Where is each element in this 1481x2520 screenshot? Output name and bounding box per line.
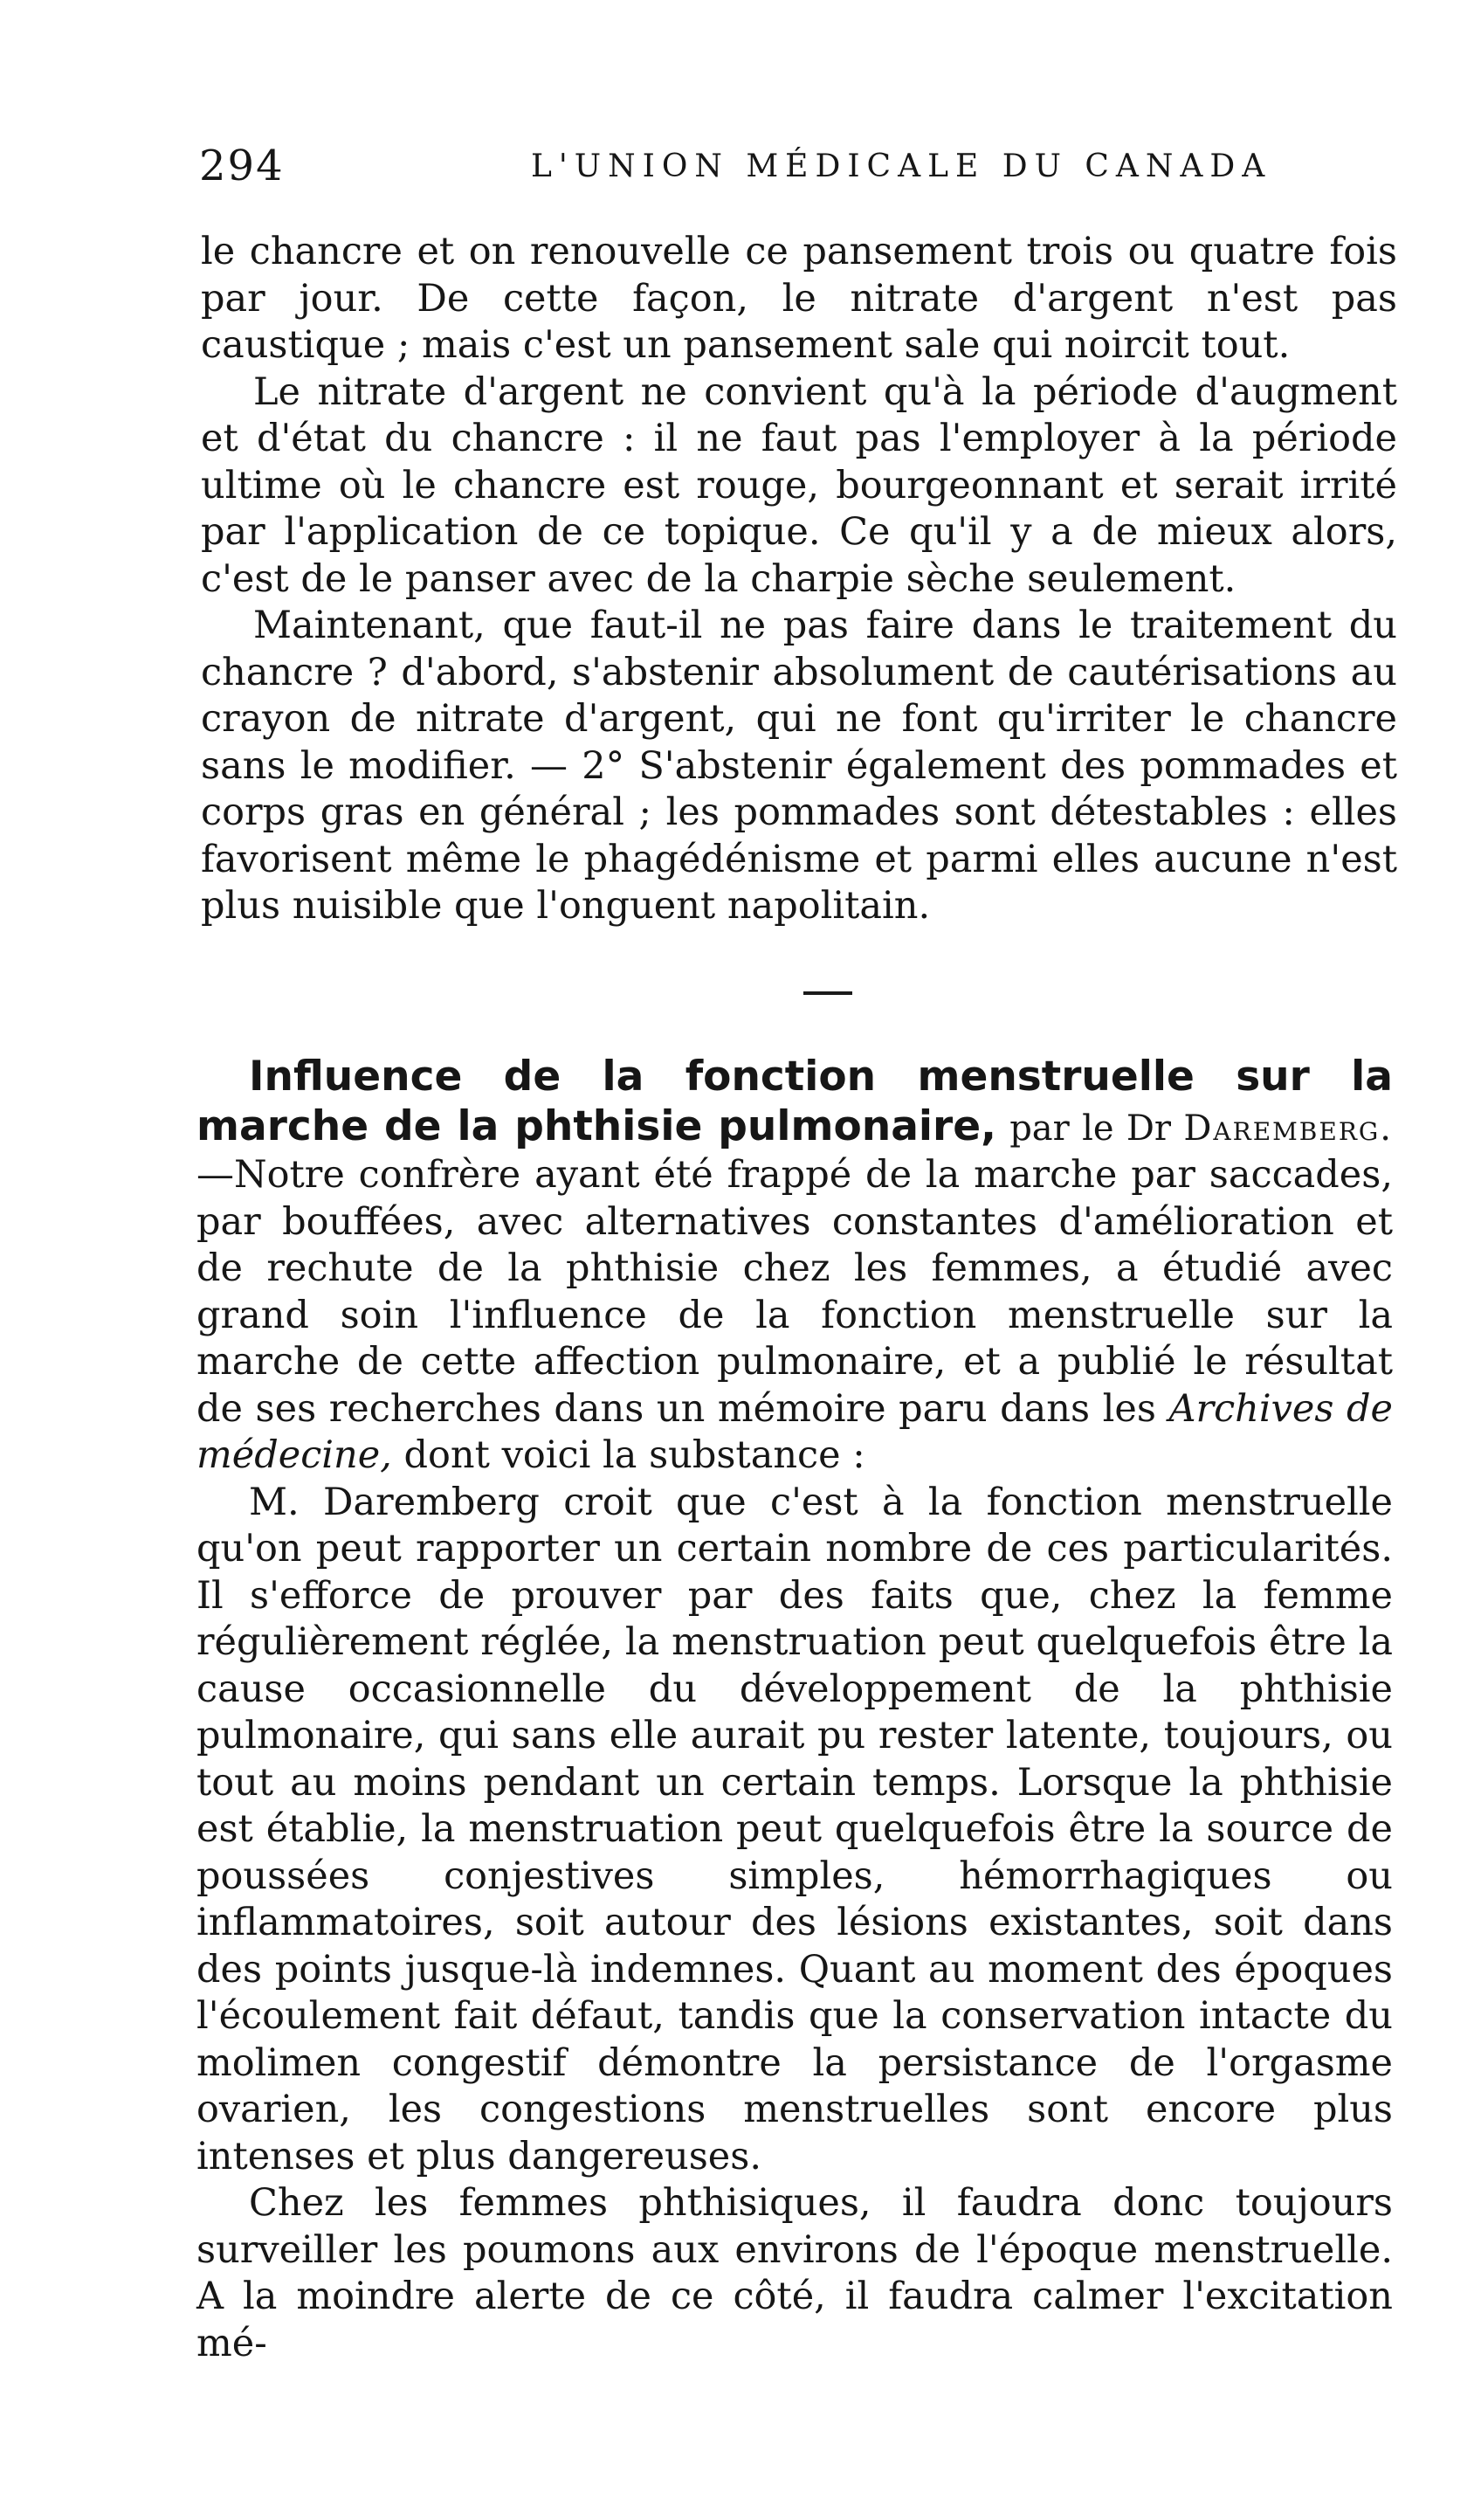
article-intro xyxy=(196,1053,1393,1480)
article-title: Influence de la fonction menstruelle sur la marche de la phthisie pulmonaire, xyxy=(196,1053,1393,1150)
byline xyxy=(1009,1108,1393,1149)
running-title: L'UNION MÉDICALE DU CANADA xyxy=(531,148,1272,184)
menstrual-phthisis-article xyxy=(196,1053,1393,2367)
section-divider xyxy=(803,991,852,995)
page-number: 294 xyxy=(199,142,285,190)
paragraph: Maintenant, que faut-il ne pas faire dans le traitement du chancre ? d'abord, s'abstenir absolument de cautérisations au crayon de nitrate d'argent, qui ne font qu'irriter le chancre sans le modifier. — 2° S'abstenir également des pommades et corps gras en général ; les pommades sont détestables : elles favorisent même le phagédénisme et parmi elles aucune n'est plus nuisible que l'onguent napolitain. xyxy=(201,604,1397,928)
author-name: Daremberg. xyxy=(1183,1108,1393,1149)
intro-text: —Notre confrère ayant été frappé de la marche par saccades, par bouffées, avec alternatives constantes d'amélioration et de rechute de la phthisie chez les femmes, a étudié avec grand soin l'influence de la fonction menstruelle sur la marche de cette affection pulmonaire, et a publié le résultat de ses recherches dans un mémoire paru dans les xyxy=(196,1153,1393,1431)
paragraph: le chancre et on renouvelle ce pansement trois ou quatre fois par jour. De cette façon, le nitrate d'argent n'est pas caustique ; mais c'est un pansement sale qui noircit tout. xyxy=(201,230,1397,367)
chancre-treatment-section xyxy=(201,229,1397,930)
paragraph: M. Daremberg croit que c'est à la fonction menstruelle qu'on peut rapporter un certain nombre de ces particularités. Il s'efforce de prouver par des faits que, chez la femme régulièrement réglée, la menstruation peut quelquefois être la cause occasionnelle du développement de la phthisie pulmonaire, qui sans elle aurait pu rester latente, toujours, ou tout au moins pendant un certain temps. Lorsque la phthisie est établie, la menstruation peut quelquefois être la source de poussées conjestives simples, hémorrhagiques ou inflammatoires, soit autour des lésions existantes, soit dans des points jusque-là indemnes. Quant au moment des époques l'écoulement fait défaut, tandis que la conservation intacte du molimen congestif démontre la persistance de l'orgasme ovarien, les congestions menstruelles sont encore plus intenses et plus dangereuses. xyxy=(196,1480,1393,2178)
paragraph: Chez les femmes phthisiques, il faudra donc toujours surveiller les poumons aux environs de l'époque menstruelle. A la moindre alerte de ce côté, il faudra calmer l'excitation mé- xyxy=(196,2181,1393,2365)
paragraph: Le nitrate d'argent ne convient qu'à la période d'augment et d'état du chancre : il ne faut pas l'employer à la période ultime où le chancre est rouge, bourgeonnant et serait irrité par l'application de ce topique. Ce qu'il y a de mieux alors, c'est de le panser avec de la charpie sèche seulement. xyxy=(201,369,1397,601)
page-header xyxy=(199,142,1395,194)
byline-prefix: par le Dr xyxy=(1009,1108,1172,1149)
intro-end: dont voici la substance : xyxy=(403,1433,865,1477)
journal-name: Archives de médecine, xyxy=(196,1386,1393,1477)
